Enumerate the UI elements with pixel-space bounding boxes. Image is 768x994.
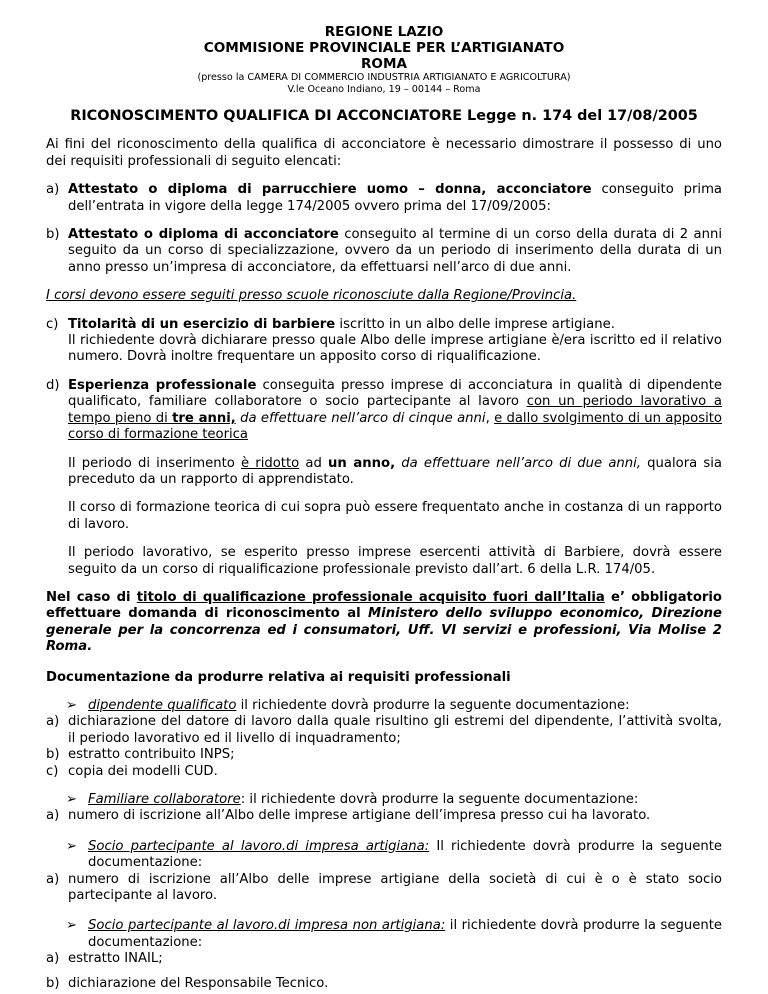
list-item-mark: b) <box>46 747 60 763</box>
intro-paragraph: Ai fini del riconoscimento della qualifica di acconciatore è necessario dimostrare il possesso di uno dei requisiti professionali di seguito elencati: <box>46 137 722 169</box>
family-heading-label: Familiare collaboratore <box>88 792 241 807</box>
arrow-bullet-icon: ➢ <box>66 838 78 854</box>
foreign-underline: titolo di qualificazione professionale acquisito fuori dall’Italia <box>136 589 605 605</box>
document-page <box>46 24 722 992</box>
requirement-c-text2: Il richiedente dovrà dichiarare presso quale Albo delle imprese artigiane è/era iscritto ed il relativo numero. Dovrà inoltre frequentare un apposito corso di riqualificazione. <box>68 333 722 365</box>
requirement-d <box>46 378 722 444</box>
list-item-text: estratto contribuito INPS; <box>68 747 235 763</box>
artisan-partner-heading-text: Il richiedente dovrà produrre la seguente documentazione: <box>88 838 722 871</box>
foreign-text1: Nel caso di <box>46 589 137 605</box>
d-p2-underline: è ridotto <box>241 455 300 471</box>
list-item <box>46 872 722 905</box>
list-item-text: copia dei modelli CUD. <box>68 763 218 779</box>
requirement-d-underline-bold: tre anni, <box>172 410 236 426</box>
list-item-mark: a) <box>46 871 60 887</box>
requirement-d-italic: da effettuare nell’arco di cinque anni <box>235 410 486 426</box>
non-artisan-partner-heading-label: Socio partecipante al lavoro.di impresa non artigiana: <box>88 918 446 934</box>
doc-section-family-head <box>46 792 722 808</box>
requirement-d-paragraph2 <box>46 456 722 489</box>
requirement-d-comma: , <box>485 410 495 426</box>
requirement-d-underline2: e dallo svolgimento di un apposito corso di formazione teorica <box>68 410 722 443</box>
city-name: ROMA <box>360 56 408 72</box>
doc-section-non-artisan-partner <box>46 918 722 992</box>
requirement-a <box>46 182 722 215</box>
requirement-b-text: conseguito al termine di un corso della durata di 2 anni seguito da un corso di specializzazione, ovvero da un periodo di inserimento della durata di un anno presso un’impresa di acconciatore, da effettuarsi nell’arco di due anni. <box>68 227 722 275</box>
employee-heading-text: il richiedente dovrà produrre la seguente documentazione: <box>236 697 630 713</box>
doc-section-employee-head <box>46 698 722 714</box>
requirement-a-text: conseguito prima dell’entrata in vigore della legge 174/2005 ovvero prima del 17/09/2005: <box>68 182 723 214</box>
list-item <box>46 714 722 747</box>
d-p2-text3: qualora sia preceduto da un rapporto di apprendistato. <box>68 455 722 487</box>
list-item-mark: a) <box>46 951 60 967</box>
address: V.le Oceano Indiano, 19 – 00144 – Roma <box>287 83 481 95</box>
requirement-c-text1: iscritto in un albo delle imprese artigiane. <box>335 316 615 332</box>
requirement-a-mark: a) <box>46 182 60 198</box>
foreign-qualification-paragraph <box>46 590 722 656</box>
list-item <box>46 976 722 992</box>
family-heading-text: : il richiedente dovrà produrre la seguente documentazione: <box>240 792 639 807</box>
list-item <box>46 951 722 967</box>
requirement-d-underline1: con un periodo lavorativo a tempo pieno di <box>68 394 722 426</box>
list-item-text: estratto INAIL; <box>68 951 163 967</box>
letterhead <box>46 24 722 95</box>
list-item-mark: a) <box>46 714 60 730</box>
list-item-text: dichiarazione del Responsabile Tecnico. <box>68 975 329 991</box>
list-item-text: numero di iscrizione all’Albo delle imprese artigiane dell’impresa presso cui ha lavorato. <box>68 808 651 824</box>
requirement-d-mark: d) <box>46 377 60 393</box>
list-item-text: numero di iscrizione all’Albo delle imprese artigiane della società di cui è o è stato socio partecipante al lavoro. <box>68 871 722 904</box>
document-title: RICONOSCIMENTO QUALIFICA DI ACCONCIATORE Legge n. 174 del 17/08/2005 <box>70 108 698 124</box>
courses-note: I corsi devono essere seguiti presso scuole riconosciute dalla Regione/Provincia. <box>46 288 577 304</box>
artisan-partner-heading-label: Socio partecipante al lavoro.di impresa artigiana: <box>88 838 430 854</box>
doc-section-non-artisan-partner-head <box>46 918 722 951</box>
non-artisan-partner-heading-text: il richiedente dovrà produrre la seguente documentazione: <box>88 918 722 950</box>
list-item-mark: c) <box>46 763 59 779</box>
list-item-mark: b) <box>46 975 60 991</box>
commission-name: COMMISIONE PROVINCIALE PER L’ARTIGIANATO <box>203 40 565 56</box>
requirement-d-text1: conseguita presso imprese di acconciatura in qualità di dipendente qualificato, familiare collaboratore o socio partecipante al lavoro <box>68 377 722 410</box>
doc-section-family <box>46 792 722 825</box>
arrow-bullet-icon: ➢ <box>66 792 78 807</box>
requirement-b <box>46 227 722 276</box>
arrow-bullet-icon: ➢ <box>66 697 78 713</box>
list-item-mark: a) <box>46 808 60 824</box>
requirement-b-bold: Attestato o diploma di acconciatore <box>68 227 339 243</box>
requirement-c-mark: c) <box>46 316 59 332</box>
employee-heading-label: dipendente qualificato <box>88 697 237 713</box>
requirement-a-bold: Attestato o diploma di parrucchiere uomo – donna, acconciatore <box>68 182 592 198</box>
list-item <box>46 808 722 824</box>
arrow-bullet-icon: ➢ <box>66 918 78 934</box>
region-name: REGIONE LAZIO <box>324 24 444 40</box>
foreign-text2: e’ obbligatorio effettuare domanda di riconoscimento al <box>46 589 722 622</box>
documentation-heading: Documentazione da produrre relativa ai requisiti professionali <box>46 669 511 685</box>
list-item-text: dichiarazione del datore di lavoro dalla quale risultino gli estremi del dipendente, l’attività svolta, il periodo lavorativo ed il livello di inquadramento; <box>68 714 722 746</box>
requirement-d-bold: Esperienza professionale <box>68 377 257 393</box>
d-p2-bold: un anno, <box>328 455 396 471</box>
d-p2-italic: da effettuare nell’arco di due anni, <box>395 455 641 471</box>
d-p2-text1: Il periodo di inserimento <box>68 455 241 471</box>
requirement-c <box>46 317 722 366</box>
doc-section-artisan-partner <box>46 839 722 905</box>
requirement-d-paragraph3: Il corso di formazione teorica di cui sopra può essere frequentato anche in costanza di un rapporto di lavoro. <box>68 500 722 532</box>
requirement-b-mark: b) <box>46 227 60 243</box>
requirement-c-bold: Titolarità di un esercizio di barbiere <box>68 316 336 332</box>
requirement-d-paragraph4: Il periodo lavorativo, se esperito presso imprese esercenti attività di Barbiere, dovrà essere seguito da un corso di riqualificazione professionale previsto dall’art. 6 della L.R. 174/05. <box>68 545 722 577</box>
foreign-ministry: Ministero dello sviluppo economico, Direzione generale per la concorrenza ed i consumatori, Uff. VI servizi e professioni, Via Molise 2 Roma. <box>46 606 722 655</box>
doc-section-artisan-partner-head <box>46 839 722 872</box>
list-item <box>46 747 722 763</box>
host-institution: (presso la CAMERA DI COMMERCIO INDUSTRIA ARTIGIANATO E AGRICOLTURA) <box>197 72 571 83</box>
list-item <box>46 764 722 780</box>
doc-section-employee <box>46 698 722 780</box>
d-p2-text2: ad <box>299 455 329 471</box>
